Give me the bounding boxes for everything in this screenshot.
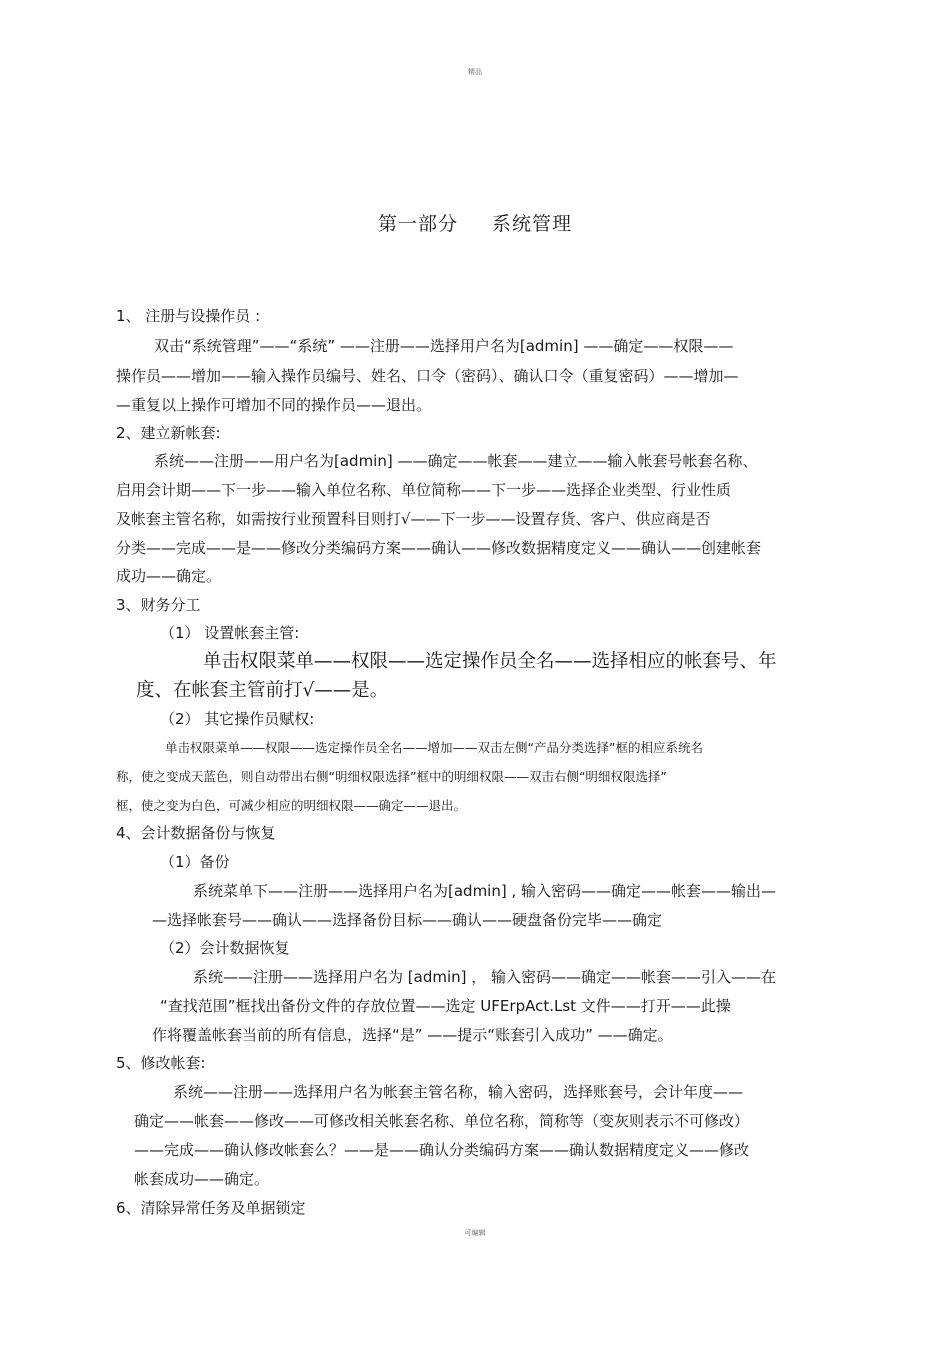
section-heading-5: 5、修改帐套: [116,1054,206,1072]
paragraph-line: 分类——完成——是——修改分类编码方案——确认——修改数据精度定义——确认——创建帐套 [116,539,762,557]
paragraph-line: 系统——注册——选择用户名为 [admin] ， 输入密码——确定——帐套——引入——在 [193,968,777,986]
paragraph-line: 确定——帐套——修改——可修改相关帐套名称、单位名称，简称等（变灰则表示不可修改） [134,1112,750,1130]
paragraph-line: ——完成——确认修改帐套么？——是——确认分类编码方案——确认数据精度定义——修改 [134,1141,750,1159]
subsection-heading: （2）会计数据恢复 [160,939,290,957]
section-heading-1: 1、 注册与设操作员 : [116,307,261,325]
section-heading-6: 6、清除异常任务及单据锁定 [116,1199,306,1217]
section-heading-4: 4、会计数据备份与恢复 [116,824,276,842]
paragraph-line: —重复以上操作可增加不同的操作员——退出。 [116,396,432,414]
paragraph-line: 度、在帐套主管前打√——是。 [136,680,389,701]
footer-mark: 可编辑 [464,1229,486,1237]
paragraph-line: 帐套成功——确定。 [134,1170,270,1188]
section-heading-2: 2、建立新帐套: [116,424,221,442]
subsection-heading: （1）备份 [160,853,230,871]
paragraph-line: 作将覆盖帐套当前的所有信息，选择“是” ——提示“账套引入成功” ——确定。 [152,1026,673,1044]
page-title [0,209,950,236]
paragraph-line: 系统——注册——用户名为[admin] ——确定——帐套——建立——输入帐套号帐套名称、 [154,452,758,470]
title-name: 系统管理 [492,213,573,235]
paragraph-line: 及帐套主管名称，如需按行业预置科目则打√——下一步——设置存货、客户、供应商是否 [116,510,711,528]
paragraph-line: 框，使之变为白色，可减少相应的明细权限——确定——退出。 [116,798,467,813]
paragraph-line: 单击权限菜单——权限——选定操作员全名——增加——双击左侧“产品分类选择”框的相应系统名 [165,740,703,755]
paragraph-line: 系统菜单下——注册——选择用户名为[admin] , 输入密码——确定——帐套——输出— [193,882,777,900]
paragraph-line: —选择帐套号——确认——选择备份目标——确认——硬盘备份完毕——确定 [152,911,663,929]
header-mark: 精品 [468,68,482,76]
subsection-heading: （1） 设置帐套主管: [160,624,300,642]
paragraph-line: “查找范围”框找出备份文件的存放位置——选定 UFErpAct.Lst 文件——打开——此操 [160,997,731,1015]
title-part: 第一部分 [377,213,458,235]
paragraph-line: 称，使之变成天蓝色，则自动带出右侧“明细权限选择”框中的明细权限——双击右侧“明细权限选择” [116,769,667,784]
paragraph-line: 系统——注册——选择用户名为帐套主管名称，输入密码，选择账套号，会计年度—— [173,1083,744,1101]
paragraph-line: 操作员——增加——输入操作员编号、姓名、口令（密码）、确认口令（重复密码）——增加— [116,367,739,385]
paragraph-line: 启用会计期——下一步——输入单位名称、单位简称——下一步——选择企业类型、行业性质 [116,481,732,499]
section-heading-3: 3、财务分工 [116,596,201,614]
subsection-heading: （2） 其它操作员赋权: [160,710,315,728]
paragraph-line: 成功——确定。 [116,567,222,585]
paragraph-line: 单击权限菜单——权限——选定操作员全名——选择相应的帐套号、年 [203,651,777,672]
paragraph-line: 双击“系统管理”——“系统” ——注册——选择用户名为[admin] ——确定——权限—— [154,337,734,355]
